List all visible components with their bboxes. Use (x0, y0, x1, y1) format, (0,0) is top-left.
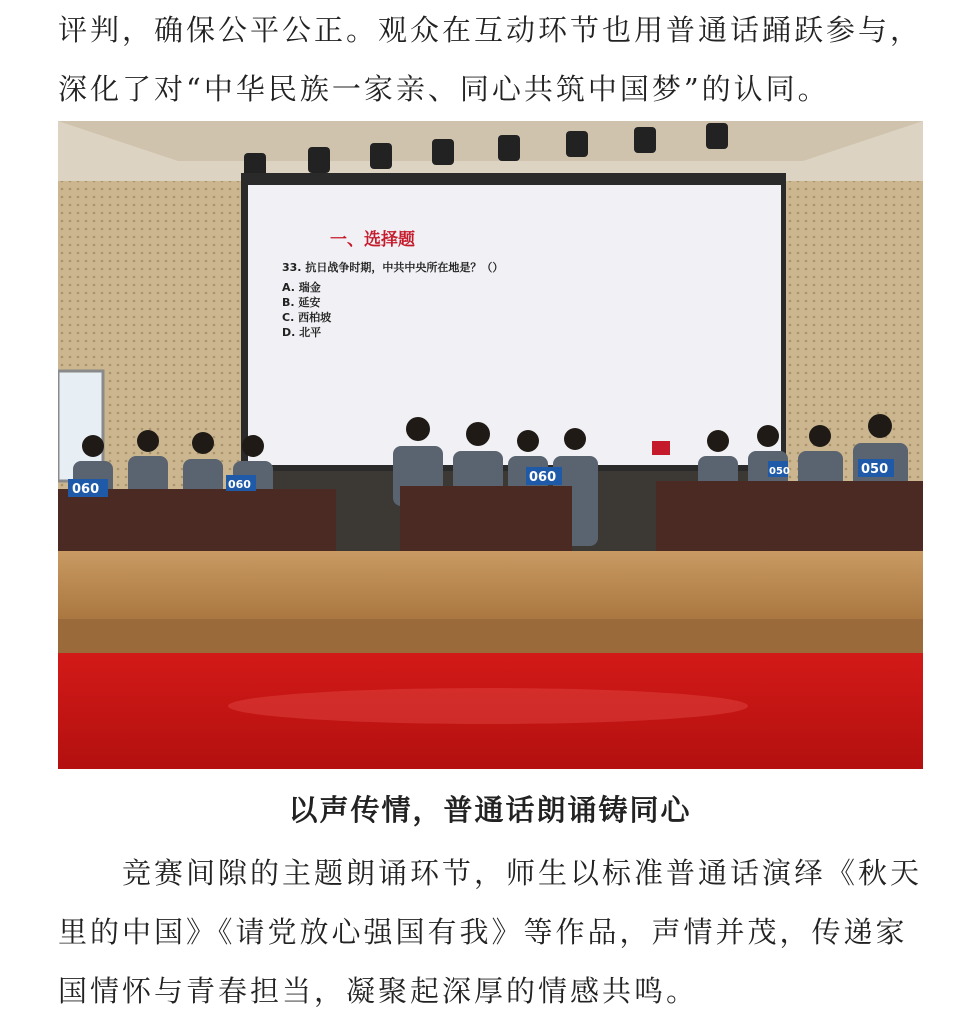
score-card-4: 050 (769, 466, 790, 477)
score-card-5: 050 (861, 462, 889, 477)
intro-paragraph: 评判，确保公平公正。观众在互动环节也用普通话踊跃参与，深化了对“中华民族一家亲、同心共筑中国梦”的认同。 (58, 13, 923, 106)
screen-option-d: D. 北平 (282, 326, 322, 339)
score-card-2: 060 (228, 478, 251, 491)
screen-option-a: A. 瑞金 (282, 281, 321, 294)
screen-section-title: 一、选择题 (330, 230, 415, 250)
score-card-3: 060 (529, 470, 557, 485)
screen-question: 33. 抗日战争时期，中共中央所在地是？（） (282, 261, 504, 274)
event-photo (58, 121, 923, 769)
score-card-1: 060 (72, 482, 100, 497)
body-paragraph: 竞赛间隙的主题朗诵环节，师生以标准普通话演绎《秋天里的中国》《请党放心强国有我》等作品，声情并茂，传递家国情怀与青春担当，凝聚起深厚的情感共鸣。 (58, 856, 923, 1008)
section-heading: 以声传情，普通话朗诵铸同心 (288, 793, 692, 827)
screen-option-b: B. 延安 (282, 296, 321, 309)
screen-option-c: C. 西柏坡 (282, 311, 332, 324)
